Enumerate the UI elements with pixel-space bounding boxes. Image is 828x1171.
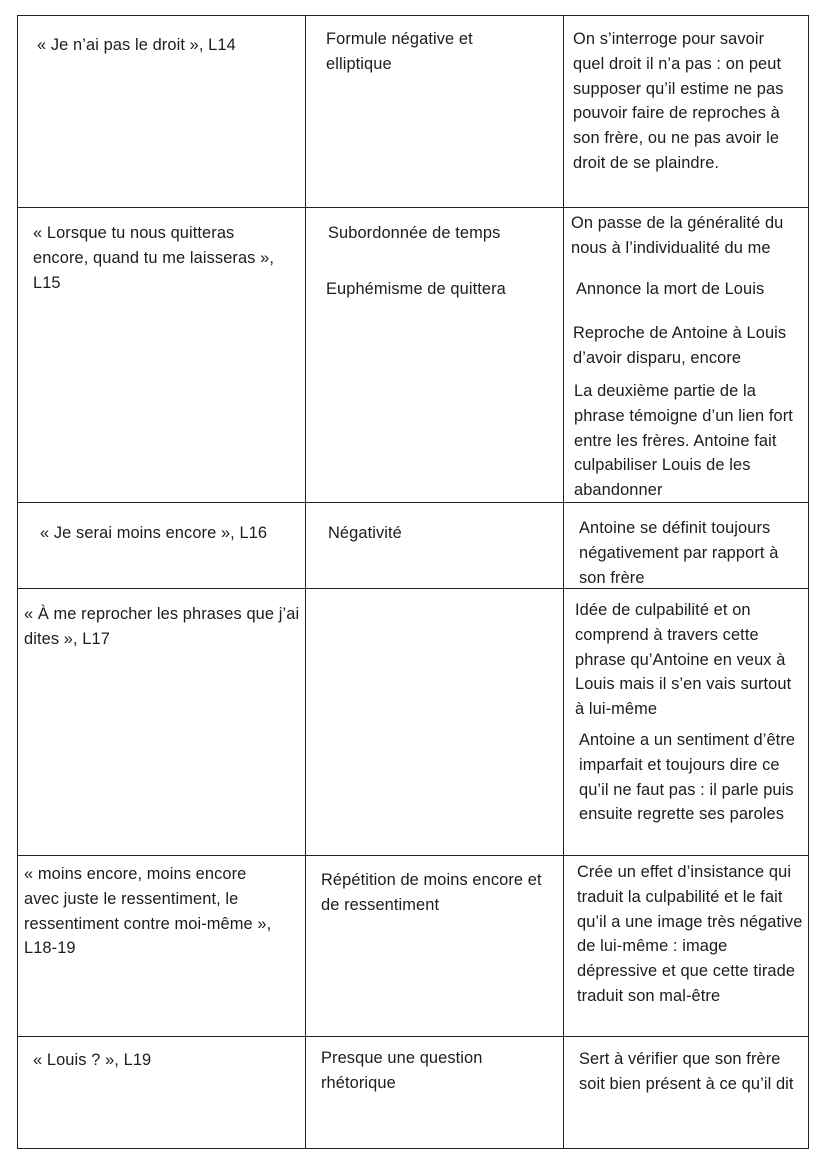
interpretation-cell: On passe de la généralité du nous à l’individualité du me (571, 214, 784, 257)
procede-cell: Subordonnée de temps (328, 224, 501, 242)
quote-cell: « Je serai moins encore », L16 (40, 524, 268, 542)
analysis-table (17, 15, 809, 1149)
row-border (17, 15, 809, 16)
row-border (17, 1036, 809, 1037)
procede-cell: Presque une question rhétorique (321, 1049, 483, 1092)
interpretation-cell: Idée de culpabilité et on comprend à travers cette phrase qu’Antoine en veux à Louis mais il s’en vais surtout à lui-même (575, 601, 792, 719)
row-border (17, 1148, 809, 1149)
column-border (563, 15, 564, 1149)
interpretation-cell: Reproche de Antoine à Louis d’avoir disparu, encore (573, 324, 787, 367)
column-border (17, 15, 18, 1149)
row-border (17, 207, 809, 208)
quote-cell: « À me reprocher les phrases que j’ai dites », L17 (24, 605, 300, 648)
quote-cell: « Je n’ai pas le droit », L14 (37, 36, 236, 54)
interpretation-cell: Antoine se définit toujours négativement par rapport à son frère (579, 519, 779, 587)
procede-cell: Euphémisme de quittera (326, 280, 506, 298)
procede-cell: Répétition de moins encore et de ressentiment (321, 871, 542, 914)
procede-cell: Négativité (328, 524, 402, 542)
quote-cell: « Louis ? », L19 (33, 1051, 152, 1069)
quote-cell: « moins encore, moins encore avec juste le ressentiment, le ressentiment contre moi-même », L18-19 (24, 865, 272, 958)
interpretation-cell: La deuxième partie de la phrase témoigne d’un lien fort entre les frères. Antoine fait culpabiliser Louis de les abandonner (574, 382, 793, 500)
column-border (305, 15, 306, 1149)
interpretation-cell: Annonce la mort de Louis (576, 280, 765, 298)
interpretation-cell: Crée un effet d’insistance qui traduit la culpabilité et le fait qu’il a une image très négative de lui-même : image dépressive et que cette tirade traduit son mal-être (577, 863, 803, 1005)
row-border (17, 855, 809, 856)
interpretation-cell: Antoine a un sentiment d’être imparfait et toujours dire ce qu’il ne faut pas : il parle puis ensuite regrette ses paroles (579, 731, 796, 824)
quote-cell: « Lorsque tu nous quitteras encore, quand tu me laisseras », L15 (33, 224, 275, 292)
interpretation-cell: Sert à vérifier que son frère soit bien présent à ce qu’il dit (579, 1050, 794, 1093)
procede-cell: Formule négative et elliptique (326, 30, 473, 73)
interpretation-cell: On s’interroge pour savoir quel droit il n’a pas : on peut supposer qu’il estime ne pas pouvoir faire de reproches à son frère, ou ne pas avoir le droit de se plaindre. (573, 30, 784, 172)
